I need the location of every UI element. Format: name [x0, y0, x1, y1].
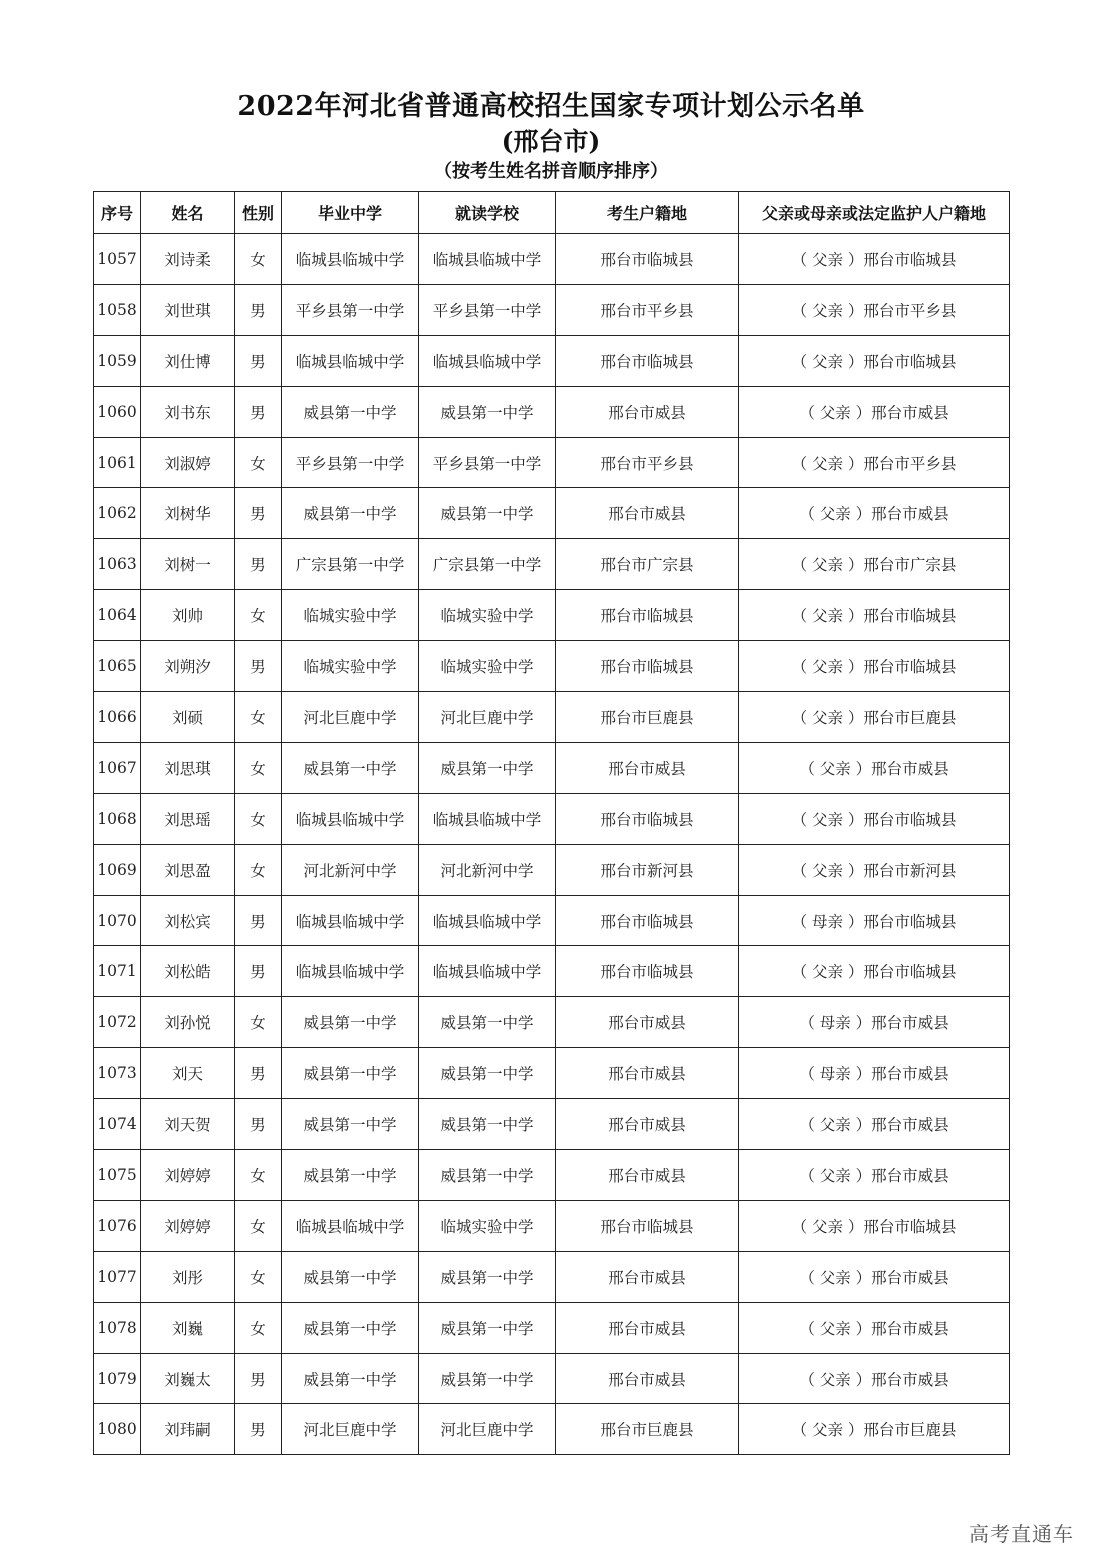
cell-graduation-school: 平乡县第一中学 — [282, 437, 419, 488]
cell-guardian-hukou: （ 母亲 ）邢台市临城县 — [739, 895, 1010, 946]
cell-graduation-school: 威县第一中学 — [282, 1150, 419, 1201]
cell-gender: 男 — [235, 1048, 282, 1099]
cell-graduation-school: 威县第一中学 — [282, 997, 419, 1048]
cell-guardian-hukou: （ 母亲 ）邢台市威县 — [739, 1048, 1010, 1099]
cell-gender: 男 — [235, 946, 282, 997]
cell-current-school: 威县第一中学 — [419, 1150, 556, 1201]
cell-graduation-school: 河北新河中学 — [282, 844, 419, 895]
cell-guardian-hukou: （ 父亲 ）邢台市平乡县 — [739, 437, 1010, 488]
cell-student-hukou: 邢台市临城县 — [556, 1200, 739, 1251]
cell-guardian-hukou: （ 父亲 ）邢台市威县 — [739, 1353, 1010, 1404]
cell-name: 刘硕 — [141, 692, 235, 743]
table-row — [94, 946, 1010, 997]
cell-gender: 女 — [235, 1251, 282, 1302]
cell-guardian-hukou: （ 父亲 ）邢台市威县 — [739, 1150, 1010, 1201]
cell-student-hukou: 邢台市临城县 — [556, 895, 739, 946]
document-title: 2022年河北省普通高校招生国家专项计划公示名单 — [237, 91, 865, 122]
cell-name: 刘孙悦 — [141, 997, 235, 1048]
cell-student-hukou: 邢台市威县 — [556, 742, 739, 793]
cell-graduation-school: 威县第一中学 — [282, 488, 419, 539]
cell-name: 刘思琪 — [141, 742, 235, 793]
cell-gender: 女 — [235, 590, 282, 641]
cell-gender: 男 — [235, 641, 282, 692]
cell-student-hukou: 邢台市平乡县 — [556, 437, 739, 488]
table-row — [94, 1404, 1010, 1455]
cell-seq: 1077 — [94, 1251, 141, 1302]
cell-current-school: 河北新河中学 — [419, 844, 556, 895]
cell-student-hukou: 邢台市威县 — [556, 1353, 739, 1404]
cell-name: 刘玮嗣 — [141, 1404, 235, 1455]
table-row — [94, 793, 1010, 844]
cell-name: 刘仕博 — [141, 335, 235, 386]
header-gender: 性别 — [235, 192, 282, 234]
cell-student-hukou: 邢台市临城县 — [556, 793, 739, 844]
cell-seq: 1067 — [94, 742, 141, 793]
cell-seq: 1066 — [94, 692, 141, 743]
cell-graduation-school: 威县第一中学 — [282, 1302, 419, 1353]
cell-student-hukou: 邢台市广宗县 — [556, 539, 739, 590]
table-row — [94, 1302, 1010, 1353]
cell-student-hukou: 邢台市威县 — [556, 1150, 739, 1201]
cell-student-hukou: 邢台市威县 — [556, 1048, 739, 1099]
table-row — [94, 692, 1010, 743]
cell-seq: 1075 — [94, 1150, 141, 1201]
cell-current-school: 临城县临城中学 — [419, 335, 556, 386]
cell-gender: 女 — [235, 997, 282, 1048]
cell-name: 刘思瑶 — [141, 793, 235, 844]
cell-seq: 1073 — [94, 1048, 141, 1099]
table-row — [94, 641, 1010, 692]
cell-gender: 女 — [235, 1302, 282, 1353]
cell-guardian-hukou: （ 父亲 ）邢台市平乡县 — [739, 284, 1010, 335]
cell-seq: 1061 — [94, 437, 141, 488]
table-row — [94, 488, 1010, 539]
cell-student-hukou: 邢台市临城县 — [556, 335, 739, 386]
cell-guardian-hukou: （ 父亲 ）邢台市临城县 — [739, 641, 1010, 692]
cell-guardian-hukou: （ 父亲 ）邢台市威县 — [739, 742, 1010, 793]
header-graduation-school: 毕业中学 — [282, 192, 419, 234]
cell-name: 刘松皓 — [141, 946, 235, 997]
cell-gender: 男 — [235, 1099, 282, 1150]
table-row — [94, 1353, 1010, 1404]
cell-seq: 1064 — [94, 590, 141, 641]
cell-guardian-hukou: （ 父亲 ）邢台市威县 — [739, 1099, 1010, 1150]
cell-guardian-hukou: （ 父亲 ）邢台市临城县 — [739, 793, 1010, 844]
cell-current-school: 平乡县第一中学 — [419, 437, 556, 488]
cell-gender: 女 — [235, 1200, 282, 1251]
cell-gender: 男 — [235, 895, 282, 946]
cell-seq: 1079 — [94, 1353, 141, 1404]
cell-graduation-school: 临城县临城中学 — [282, 793, 419, 844]
cell-guardian-hukou: （ 父亲 ）邢台市威县 — [739, 1251, 1010, 1302]
cell-current-school: 威县第一中学 — [419, 1251, 556, 1302]
cell-current-school: 临城县临城中学 — [419, 793, 556, 844]
cell-guardian-hukou: （ 父亲 ）邢台市巨鹿县 — [739, 692, 1010, 743]
cell-name: 刘世琪 — [141, 284, 235, 335]
cell-seq: 1062 — [94, 488, 141, 539]
table-row — [94, 895, 1010, 946]
cell-current-school: 威县第一中学 — [419, 1048, 556, 1099]
cell-current-school: 临城县临城中学 — [419, 234, 556, 285]
cell-graduation-school: 威县第一中学 — [282, 1099, 419, 1150]
header-seq: 序号 — [94, 192, 141, 234]
cell-current-school: 威县第一中学 — [419, 386, 556, 437]
table-row — [94, 386, 1010, 437]
cell-name: 刘天贺 — [141, 1099, 235, 1150]
header-name: 姓名 — [141, 192, 235, 234]
cell-name: 刘松宾 — [141, 895, 235, 946]
cell-graduation-school: 临城县临城中学 — [282, 335, 419, 386]
cell-graduation-school: 临城县临城中学 — [282, 895, 419, 946]
cell-name: 刘彤 — [141, 1251, 235, 1302]
cell-guardian-hukou: （ 父亲 ）邢台市威县 — [739, 488, 1010, 539]
cell-gender: 男 — [235, 1353, 282, 1404]
table-row — [94, 335, 1010, 386]
header-current-school: 就读学校 — [419, 192, 556, 234]
cell-gender: 男 — [235, 1404, 282, 1455]
table-row — [94, 590, 1010, 641]
cell-graduation-school: 威县第一中学 — [282, 742, 419, 793]
cell-gender: 男 — [235, 284, 282, 335]
cell-guardian-hukou: （ 父亲 ）邢台市临城县 — [739, 335, 1010, 386]
cell-seq: 1065 — [94, 641, 141, 692]
cell-current-school: 威县第一中学 — [419, 1099, 556, 1150]
cell-current-school: 河北巨鹿中学 — [419, 692, 556, 743]
cell-graduation-school: 河北巨鹿中学 — [282, 692, 419, 743]
cell-guardian-hukou: （ 父亲 ）邢台市临城县 — [739, 590, 1010, 641]
cell-student-hukou: 邢台市临城县 — [556, 641, 739, 692]
roster-table — [93, 191, 1010, 1455]
cell-guardian-hukou: （ 父亲 ）邢台市临城县 — [739, 234, 1010, 285]
table-row — [94, 1251, 1010, 1302]
table-row — [94, 844, 1010, 895]
cell-graduation-school: 临城实验中学 — [282, 641, 419, 692]
cell-seq: 1057 — [94, 234, 141, 285]
cell-name: 刘婷婷 — [141, 1150, 235, 1201]
cell-guardian-hukou: （ 母亲 ）邢台市威县 — [739, 997, 1010, 1048]
cell-seq: 1080 — [94, 1404, 141, 1455]
cell-name: 刘朔汐 — [141, 641, 235, 692]
cell-student-hukou: 邢台市临城县 — [556, 590, 739, 641]
cell-seq: 1060 — [94, 386, 141, 437]
cell-current-school: 威县第一中学 — [419, 742, 556, 793]
cell-name: 刘帅 — [141, 590, 235, 641]
cell-name: 刘树华 — [141, 488, 235, 539]
cell-current-school: 临城实验中学 — [419, 1200, 556, 1251]
cell-current-school: 临城实验中学 — [419, 641, 556, 692]
cell-name: 刘树一 — [141, 539, 235, 590]
cell-seq: 1063 — [94, 539, 141, 590]
table-row — [94, 284, 1010, 335]
cell-graduation-school: 临城县临城中学 — [282, 946, 419, 997]
cell-current-school: 威县第一中学 — [419, 997, 556, 1048]
cell-gender: 女 — [235, 793, 282, 844]
cell-guardian-hukou: （ 父亲 ）邢台市广宗县 — [739, 539, 1010, 590]
cell-seq: 1069 — [94, 844, 141, 895]
cell-guardian-hukou: （ 父亲 ）邢台市新河县 — [739, 844, 1010, 895]
document-header — [0, 88, 1102, 186]
cell-student-hukou: 邢台市巨鹿县 — [556, 692, 739, 743]
cell-graduation-school: 威县第一中学 — [282, 386, 419, 437]
cell-name: 刘淑婷 — [141, 437, 235, 488]
table-row — [94, 1099, 1010, 1150]
cell-student-hukou: 邢台市临城县 — [556, 946, 739, 997]
table-row — [94, 234, 1010, 285]
cell-guardian-hukou: （ 父亲 ）邢台市巨鹿县 — [739, 1404, 1010, 1455]
cell-graduation-school: 临城实验中学 — [282, 590, 419, 641]
cell-student-hukou: 邢台市威县 — [556, 488, 739, 539]
watermark: 高考直通车 — [969, 1522, 1074, 1546]
table-body — [94, 234, 1010, 1455]
city-subtitle: (邢台市) — [501, 127, 601, 156]
cell-student-hukou: 邢台市临城县 — [556, 234, 739, 285]
cell-seq: 1074 — [94, 1099, 141, 1150]
cell-student-hukou: 邢台市威县 — [556, 1251, 739, 1302]
table-header-row — [94, 192, 1010, 234]
cell-student-hukou: 邢台市新河县 — [556, 844, 739, 895]
cell-student-hukou: 邢台市平乡县 — [556, 284, 739, 335]
sort-note: （按考生姓名拼音顺序排序） — [434, 161, 668, 182]
cell-seq: 1058 — [94, 284, 141, 335]
cell-guardian-hukou: （ 父亲 ）邢台市威县 — [739, 1302, 1010, 1353]
cell-guardian-hukou: （ 父亲 ）邢台市临城县 — [739, 946, 1010, 997]
cell-guardian-hukou: （ 父亲 ）邢台市临城县 — [739, 1200, 1010, 1251]
table-row — [94, 1200, 1010, 1251]
cell-graduation-school: 威县第一中学 — [282, 1353, 419, 1404]
table-row — [94, 539, 1010, 590]
cell-graduation-school: 威县第一中学 — [282, 1251, 419, 1302]
table-row — [94, 742, 1010, 793]
header-guardian-hukou: 父亲或母亲或法定监护人户籍地 — [739, 192, 1010, 234]
cell-gender: 女 — [235, 742, 282, 793]
cell-student-hukou: 邢台市威县 — [556, 386, 739, 437]
table-row — [94, 1048, 1010, 1099]
cell-gender: 男 — [235, 488, 282, 539]
header-student-hukou: 考生户籍地 — [556, 192, 739, 234]
cell-current-school: 临城实验中学 — [419, 590, 556, 641]
cell-name: 刘书东 — [141, 386, 235, 437]
cell-name: 刘巍太 — [141, 1353, 235, 1404]
cell-gender: 女 — [235, 692, 282, 743]
cell-gender: 男 — [235, 335, 282, 386]
table-row — [94, 997, 1010, 1048]
cell-graduation-school: 平乡县第一中学 — [282, 284, 419, 335]
cell-graduation-school: 临城县临城中学 — [282, 1200, 419, 1251]
cell-current-school: 威县第一中学 — [419, 1302, 556, 1353]
cell-gender: 女 — [235, 844, 282, 895]
cell-current-school: 临城县临城中学 — [419, 946, 556, 997]
cell-gender: 女 — [235, 234, 282, 285]
cell-graduation-school: 广宗县第一中学 — [282, 539, 419, 590]
cell-graduation-school: 威县第一中学 — [282, 1048, 419, 1099]
cell-student-hukou: 邢台市威县 — [556, 1302, 739, 1353]
cell-current-school: 平乡县第一中学 — [419, 284, 556, 335]
cell-gender: 女 — [235, 1150, 282, 1201]
cell-current-school: 威县第一中学 — [419, 488, 556, 539]
cell-name: 刘婷婷 — [141, 1200, 235, 1251]
cell-gender: 男 — [235, 539, 282, 590]
cell-seq: 1078 — [94, 1302, 141, 1353]
cell-current-school: 威县第一中学 — [419, 1353, 556, 1404]
cell-guardian-hukou: （ 父亲 ）邢台市威县 — [739, 386, 1010, 437]
cell-name: 刘思盈 — [141, 844, 235, 895]
cell-graduation-school: 河北巨鹿中学 — [282, 1404, 419, 1455]
cell-seq: 1068 — [94, 793, 141, 844]
cell-current-school: 临城县临城中学 — [419, 895, 556, 946]
cell-current-school: 广宗县第一中学 — [419, 539, 556, 590]
cell-graduation-school: 临城县临城中学 — [282, 234, 419, 285]
cell-seq: 1059 — [94, 335, 141, 386]
cell-name: 刘诗柔 — [141, 234, 235, 285]
cell-student-hukou: 邢台市威县 — [556, 997, 739, 1048]
cell-gender: 女 — [235, 437, 282, 488]
table-row — [94, 437, 1010, 488]
cell-name: 刘巍 — [141, 1302, 235, 1353]
cell-current-school: 河北巨鹿中学 — [419, 1404, 556, 1455]
cell-student-hukou: 邢台市巨鹿县 — [556, 1404, 739, 1455]
cell-seq: 1070 — [94, 895, 141, 946]
cell-seq: 1072 — [94, 997, 141, 1048]
cell-seq: 1076 — [94, 1200, 141, 1251]
cell-gender: 男 — [235, 386, 282, 437]
cell-name: 刘天 — [141, 1048, 235, 1099]
cell-student-hukou: 邢台市威县 — [556, 1099, 739, 1150]
cell-seq: 1071 — [94, 946, 141, 997]
table-row — [94, 1150, 1010, 1201]
